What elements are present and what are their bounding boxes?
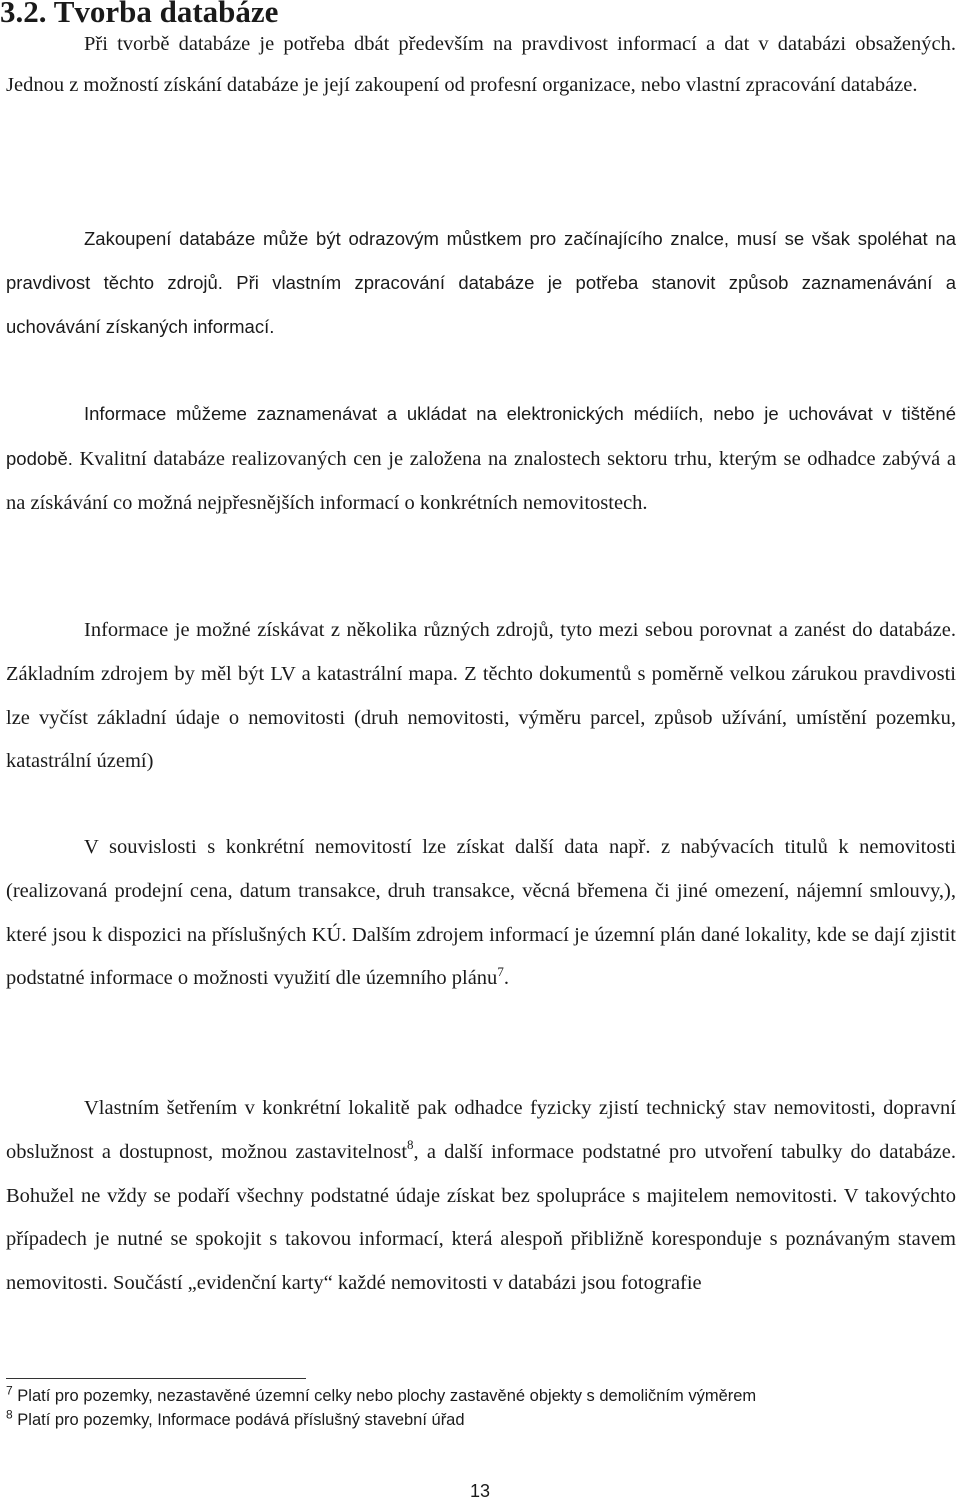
footnote-ref-7: 7	[497, 963, 504, 979]
paragraph-6-text: Vlastním šetřením v konkrétní lokalitě pak odhadce fyzicky zjistí technický stav nemovitosti, dopravní obslužnost a dostupnost, možnou zastavitelnost	[6, 1097, 956, 1163]
paragraph-5-tail: .	[503, 967, 509, 990]
paragraph-6-tail: , a další informace podstatné pro utvoření tabulky do databáze. Bohužel ne vždy se podaří všechny podstatné údaje získat bez spolupráce s majitelem nemovitosti. V takovýchto případech je nutné se spokojit s takovou informací, která alespoň přibližně koresponduje s poznávaným stavem nemovitosti. Součástí „evidenční karty“ každé nemovitosti v databázi jsou fotografie	[6, 1140, 956, 1295]
paragraph-5	[6, 826, 956, 1001]
footnote-8-number: 8	[6, 1407, 13, 1422]
footnote-7	[6, 1385, 956, 1407]
paragraph-5-text: V souvislosti s konkrétní nemovitostí lze získat další data např. z nabývacích titulů k nemovitosti (realizovaná prodejní cena, datum transakce, druh transakce, věcná břemena či jiné omezení, nájemní smlouvy,), které jsou k dispozici na příslušných KÚ. Dalším zdrojem informací je územní plán dané lokality, kde se dají zjistit podstatné informace o možnosti využití dle územního plánu	[6, 836, 956, 990]
footnote-8	[6, 1409, 956, 1431]
footnote-divider	[6, 1378, 306, 1379]
page-number: 13	[469, 1481, 491, 1501]
paragraph-2: Zakoupení databáze může být odrazovým můstkem pro začínajícího znalce, musí se však spoléhat na pravdivost těchto zdrojů. Při vlastním zpracování databáze je potřeba stanovit způsob zaznamenávání a uchovávání získaných informací.	[6, 228, 956, 337]
paragraph-3	[6, 392, 956, 525]
footnote-ref-8: 8	[407, 1136, 414, 1152]
paragraph-1: Při tvorbě databáze je potřeba dbát především na pravdivost informací a dat v databázi obsažených. Jednou z možností získání databáze je její zakoupení od profesní organizace, nebo vlastní zpracování databáze.	[6, 33, 956, 96]
footnote-8-text: Platí pro pozemky, Informace podává příslušný stavební úřad	[17, 1411, 465, 1429]
footnote-7-text: Platí pro pozemky, nezastavěné územní celky nebo plochy zastavěné objekty s demoličním výměrem	[17, 1387, 757, 1405]
paragraph-4: Informace je možné získávat z několika různých zdrojů, tyto mezi sebou porovnat a zanést do databáze. Základním zdrojem by měl být LV a katastrální mapa. Z těchto dokumentů s poměrně velkou zárukou pravdivosti lze vyčíst základní údaje o nemovitosti (druh nemovitosti, výměru parcel, způsob užívání, umístění pozemku, katastrální území)	[6, 619, 956, 773]
paragraph-3-sans-part: Informace můžeme zaznamenávat a ukládat na elektronických médiích, nebo je uchovávat v tištěné podobě.	[6, 403, 956, 469]
section-heading: 3.2. Tvorba databáze	[0, 0, 279, 29]
paragraph-6	[6, 1087, 956, 1306]
paragraph-3-serif-part: Kvalitní databáze realizovaných cen je založena na znalostech sektoru trhu, kterým se odhadce zabývá a na získávání co možná nejpřesnějších informací o konkrétních nemovitostech.	[6, 447, 956, 514]
footnote-7-number: 7	[6, 1383, 13, 1398]
